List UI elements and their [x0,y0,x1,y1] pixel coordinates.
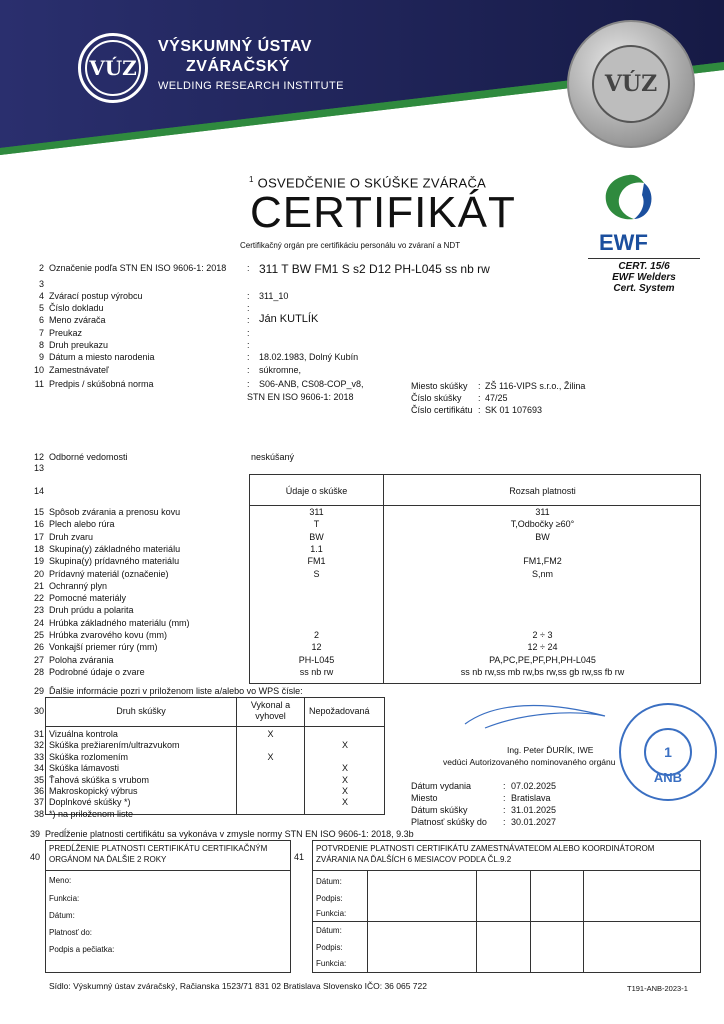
test-row-label: Skúška rozlomením [49,751,129,762]
box-41-title2: ZVÁRANIA NA ĎALŠÍCH 6 MESIACOV PODĽA ČL.9.2 [316,855,512,864]
range-row-test: T [313,519,320,530]
range-row-test: S [313,568,320,579]
test-row-number: 32 [33,740,44,751]
range-row-test: ss nb rw [299,666,334,677]
col-not-required: Nepožadovaná [309,706,370,716]
box-41-header-line [312,870,701,871]
range-row-number: 21 [33,580,44,591]
col-test-data: Údaje o skúške [285,486,348,496]
range-row-number: 25 [33,630,44,640]
field-colon: : [247,340,250,350]
range-row-test: 12 [311,642,322,653]
ewf-cert-line2: EWF Welders [612,272,676,283]
test-place-label: Miesto skúšky [411,381,468,391]
anb-stamp-inner: 1 [644,728,692,776]
range-row-range: FM1,FM2 [523,556,562,567]
range-row-label: Druh zvaru [49,531,94,542]
test-row-label: Doplnkové skúšky *) [49,797,131,808]
test-row-number: 33 [33,751,44,762]
range-row-range: PA,PC,PE,PF,PH,PH-L045 [489,654,596,665]
certificate-subtitle: $^1$ OSVEDČENIE O SKÚŠKE ZVÁRAČA [249,175,487,191]
range-row-number: 15 [33,507,44,517]
date-value: 30.01.2027 [511,817,557,827]
test-row-not-required: X [341,774,348,785]
col-range: Rozsah platnosti [509,486,576,496]
box-41-title1: POTVRDENIE PLATNOSTI CERTIFIKÁTU ZAMESTNÁVATEĽOM ALEBO KOORDINÁTOROM [316,844,655,853]
box-41-mid-line [312,921,701,922]
ewf-logo-icon [594,167,664,227]
field-colon: : [247,303,250,313]
range-row-number: 27 [33,654,44,665]
range-row-label: Poloha zvárania [49,654,114,665]
test-number-value: 47/25 [485,393,508,403]
ewf-name: EWF [599,230,648,255]
field-colon: : [247,291,250,301]
range-row-label: Plech alebo rúra [49,519,115,530]
test-row-not-required: X [341,740,348,751]
signatory-name: Ing. Peter ĎURÍK, IWE [507,745,594,755]
range-row-label: Skupina(y) základného materiálu [49,543,181,554]
range-row-range: S,nm [531,568,553,579]
test-row-not-required: X [341,797,348,808]
field-colon: : [247,315,250,325]
test-row-label: Vizuálna kontrola [49,729,118,739]
signature [455,698,615,746]
date-colon: : [503,817,506,827]
date-label: Dátum vydania [411,781,472,791]
test-row-number: 36 [33,786,44,796]
range-row-range: 12 ÷ 24 [527,642,558,653]
box-40-field: Meno: [49,876,72,885]
vuz-logo-text: VÚZ [85,40,141,96]
range-row-number: 23 [33,605,44,616]
range-row-label: Prídavný materiál (označenie) [49,568,169,579]
field-number: 6 [38,315,44,325]
range-row-label: Spôsob zvárania a prenosu kovu [49,507,181,517]
test-row-done: X [267,751,274,762]
range-row-range: ss nb rw,ss mb rw,bs rw,ss gb rw,ss fb rw [460,666,625,677]
range-table-header-line [249,505,701,506]
test-row-label: Ťahová skúška s vrubom [49,774,150,785]
certification-body: Certifikačný orgán pre certifikáciu personálu vo zváraní a NDT [240,241,461,250]
subtitle-text: OSVEDČENIE O SKÚŠKE ZVÁRAČA [257,175,487,191]
test-row-number: 37 [33,797,44,808]
field-value: 18.02.1983, Dolný Kubín [259,352,359,362]
field-number: 4 [38,291,44,301]
ewf-cert-box [588,258,700,294]
silver-seal [567,20,695,148]
tests-header-line [45,726,385,727]
box-40-field: Platnosť do: [49,928,93,937]
test-row-number: 34 [33,763,44,774]
date-value: 07.02.2025 [511,781,557,791]
date-colon: : [503,793,506,803]
field-value: 311_10 [259,291,289,301]
range-row-label: Podrobné údaje o zvare [49,666,145,677]
institute-name-line1: VÝSKUMNÝ ÚSTAV [158,38,312,55]
box-41-field: Dátum: [316,877,342,886]
vuz-logo [78,33,148,103]
col-done-2: vyhovel [255,711,286,721]
certificate-title: CERTIFIKÁT [250,188,516,237]
field-number: 7 [38,328,44,338]
field-label: Označenie podľa STN EN ISO 9606-1: 2018 [49,263,227,273]
range-row-test: 311 [309,507,324,517]
range-row-number: 17 [33,531,44,542]
range-row-number: 19 [33,556,44,567]
col-test-type: Druh skúšky [116,706,166,716]
field-label: Dátum a miesto narodenia [49,352,155,362]
range-row-label: Skupina(y) prídavného materiálu [49,556,180,567]
range-row-label: Druh prúdu a polarita [49,605,134,616]
anb-stamp [619,703,717,801]
range-row-range: 311 [535,507,550,517]
range-row-number: 26 [33,642,44,653]
range-row-test: BW [309,531,324,542]
footer-address: Sídlo: Výskumný ústav zváračský, Račianska 1523/71 831 02 Bratislava Slovensko IČO: 36 065 722 [49,981,427,991]
institute-name-line2: ZVÁRAČSKÝ [186,58,291,75]
box-40-field: Podpis a pečiatka: [49,945,115,954]
date-value: 31.01.2025 [511,805,557,815]
knowledge-label: Odborné vedomosti [49,452,128,462]
box-40-title2: ORGÁNOM NA ĎALŠIE 2 ROKY [49,855,167,864]
test-row-number: 35 [33,774,44,785]
col-done-1: Vykonal a [250,700,291,710]
date-value: Bratislava [511,793,551,803]
box-40-header-line [45,870,291,871]
range-row-label: Hrúbka zvarového kovu (mm) [49,630,168,640]
test-row-not-required: X [341,763,348,774]
field-label: Zvárací postup výrobcu [49,291,143,301]
box-41-field: Funkcia: [316,909,347,918]
test-row-number: 38 [33,808,44,819]
test-row-done: X [267,729,274,739]
range-row-number: 18 [33,543,44,554]
box-41-field: Funkcia: [316,959,347,968]
range-row-test: FM1 [307,556,326,567]
field-number: 5 [38,303,44,313]
header-band [0,0,724,165]
test-row-label: Skúška prežiarením/ultrazvukom [49,740,180,751]
date-colon: : [503,781,506,791]
range-row-number: 24 [33,617,44,628]
welder-designation: 311 T BW FM1 S s2 D12 PH-L045 ss nb rw [259,262,490,276]
box-40-field: Dátum: [49,911,75,920]
date-label: Dátum skúšky [411,805,468,815]
box-41-field: Dátum: [316,926,342,935]
field-label: Meno zvárača [49,315,106,325]
footer-code: T191-ANB-2023-1 [627,984,688,993]
certificate-number-label: Číslo certifikátu [411,405,473,415]
welder-name: Ján KUTLÍK [259,313,319,325]
test-row-not-required: X [341,786,348,796]
range-row-range: BW [535,531,550,542]
range-row-label: Pomocné materiály [49,593,127,604]
box-41-field: Podpis: [316,943,343,952]
date-colon: : [503,805,506,815]
field-label: Druh preukazu [49,340,109,350]
test-row-label: Makroskopický výbrus [49,786,138,796]
range-row-number: 16 [33,519,44,530]
line-39-text: Predĺženie platnosti certifikátu sa vykonáva v zmysle normy STN EN ISO 9606-1: 2018, 9.3b [45,829,414,839]
test-row-label: Skúška lámavosti [49,763,120,774]
field-colon: : [247,352,250,362]
test-row-number: 31 [33,729,44,739]
test-place-value: ZŠ 116-VIPS s.r.o., Žilina [485,381,586,391]
field-colon: : [247,263,250,273]
certificate-number-value: SK 01 107693 [485,405,543,415]
test-number-label: Číslo skúšky [411,393,462,403]
field-label: Preukaz [49,328,83,338]
box-40-title1: PREDĹŽENIE PLATNOSTI CERTIFIKÁTU CERTIFIKAČNÝM [49,844,268,853]
range-row-number: 20 [33,568,44,579]
field-label: Predpis / skúšobná norma [49,379,154,389]
range-row-number: 28 [33,666,44,677]
field-number: 9 [38,352,44,362]
field-number: 10 [33,365,44,375]
institute-name-en: WELDING RESEARCH INSTITUTE [158,80,344,92]
ewf-cert-line1: CERT. 15/6 [618,261,670,272]
field-number: 11 [34,379,44,389]
field-colon: : [247,328,250,338]
field-label: Zamestnávateľ [49,365,109,375]
field-value: súkromne, [259,365,302,375]
range-row-label: Ochranný plyn [49,580,108,591]
silver-seal-text: VÚZ [592,45,670,123]
field-number: 3 [38,279,44,289]
field-value: S06-ANB, CS08-COP_v8, [259,379,364,389]
range-row-test: 2 [313,630,319,640]
test-row-label: *) na priloženom liste [49,808,134,819]
range-row-range: T,Odbočky ≥60° [510,519,575,530]
anb-stamp-text: ANB [653,770,683,785]
signatory-role: vedúci Autorizovaného nominovaného orgánu [443,757,616,767]
field-colon: : [247,365,250,375]
range-row-label: Vonkajší priemer rúry (mm) [49,642,158,653]
range-row-test: PH-L045 [298,654,335,665]
field-number: 8 [38,340,44,350]
range-row-label: Hrúbka základného materiálu (mm) [49,617,190,628]
date-label: Platnosť skúšky do [411,817,487,827]
ewf-cert-line3: Cert. System [613,283,675,294]
knowledge-value: neskúšaný [251,452,295,462]
field-number: 2 [38,263,44,273]
range-row-test: 1.1 [310,543,323,554]
info-29-text: Ďalšie informácie pozri v priloženom liste a/alebo vo WPS čísle: [49,686,303,696]
field-label: Číslo dokladu [49,303,104,313]
box-40-field: Funkcia: [49,894,80,903]
box-41-field: Podpis: [316,894,343,903]
field-colon: : [247,379,250,389]
range-row-number: 22 [33,593,44,604]
range-row-range: 2 ÷ 3 [532,630,553,640]
date-label: Miesto [411,793,438,803]
